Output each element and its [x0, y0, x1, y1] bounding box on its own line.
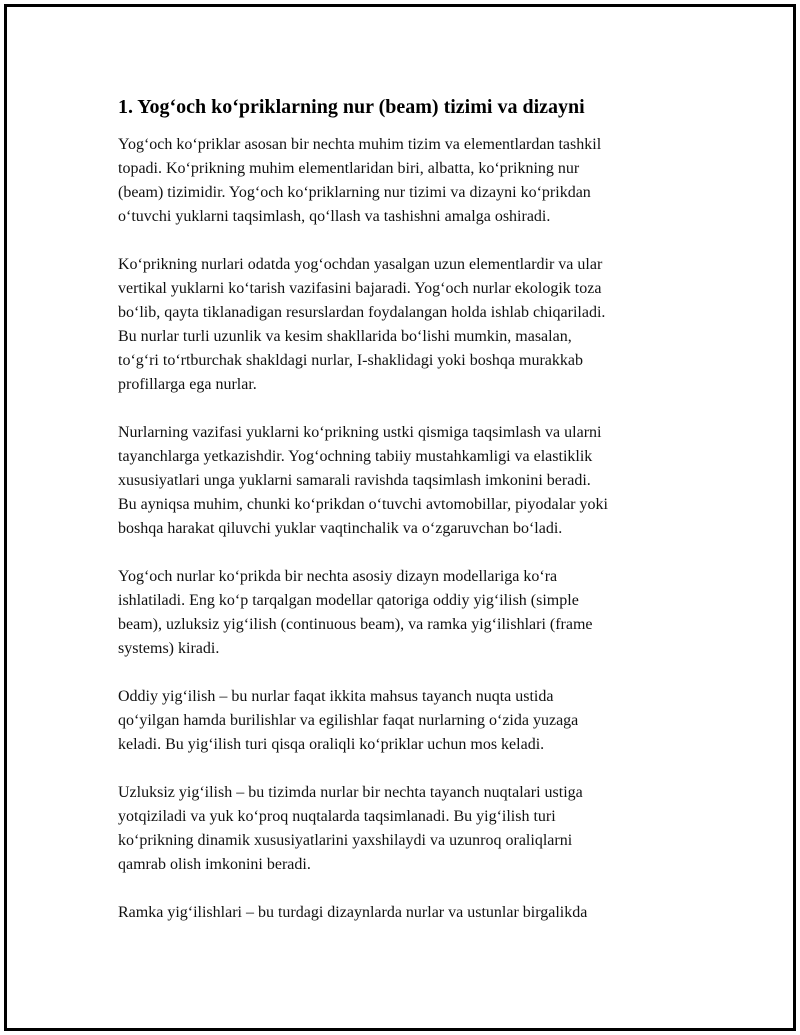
text-line: o‘tuvchi yuklarni taqsimlash, qo‘llash va tashishni amalga oshiradi.: [118, 208, 551, 225]
text-line: Uzluksiz yig‘ilish – bu tizimda nurlar bir nechta tayanch nuqtalari ustiga: [118, 784, 583, 801]
paragraph-2: [118, 253, 693, 397]
text-line: Bu nurlar turli uzunlik va kesim shakllarida bo‘lishi mumkin, masalan,: [118, 328, 572, 345]
paragraph-5: [118, 685, 693, 757]
text-line: vertikal yuklarni ko‘tarish vazifasini bajaradi. Yog‘och nurlar ekologik toza: [118, 280, 602, 297]
text-line: Oddiy yig‘ilish – bu nurlar faqat ikkita mahsus tayanch nuqta ustida: [118, 688, 554, 705]
paragraph-1: [118, 133, 693, 229]
paragraph-3: [118, 421, 693, 541]
text-line: xususiyatlari unga yuklarni samarali ravishda taqsimlash imkonini beradi.: [118, 472, 591, 489]
text-line: Yog‘och ko‘priklar asosan bir nechta muhim tizim va elementlardan tashkil: [118, 136, 602, 153]
text-line: qo‘yilgan hamda burilishlar va egilishlar faqat nurlarning o‘zida yuzaga: [118, 712, 579, 729]
text-line: profillarga ega nurlar.: [118, 376, 257, 393]
text-line: boshqa harakat qiluvchi yuklar vaqtinchalik va o‘zgaruvchan bo‘ladi.: [118, 520, 563, 537]
text-line: Ko‘prikning nurlari odatda yog‘ochdan yasalgan uzun elementlardir va ular: [118, 256, 603, 273]
text-line: Ramka yig‘ilishlari – bu turdagi dizaynlarda nurlar va ustunlar birgalikda: [118, 904, 588, 921]
text-line: qamrab olish imkonini beradi.: [118, 856, 311, 873]
text-line: Bu ayniqsa muhim, chunki ko‘prikdan o‘tuvchi avtomobillar, piyodalar yoki: [118, 496, 608, 513]
section-heading: 1. Yog‘och ko‘priklarning nur (beam) tizimi va dizayni: [118, 96, 585, 118]
text-line: ishlatiladi. Eng ko‘p tarqalgan modellar qatoriga oddiy yig‘ilish (simple: [118, 592, 579, 609]
text-line: (beam) tizimidir. Yog‘och ko‘priklarning nur tizimi va dizayni ko‘prikdan: [118, 184, 591, 201]
text-line: beam), uzluksiz yig‘ilish (continuous beam), va ramka yig‘ilishlari (frame: [118, 616, 593, 633]
text-line: Nurlarning vazifasi yuklarni ko‘prikning ustki qismiga taqsimlash va ularni: [118, 424, 602, 441]
paragraph-6: [118, 781, 693, 877]
text-line: ko‘prikning dinamik xususiyatlarini yaxshilaydi va uzunroq oraliqlarni: [118, 832, 573, 849]
text-line: systems) kiradi.: [118, 640, 220, 657]
text-line: to‘g‘ri to‘rtburchak shakldagi nurlar, I-shaklidagi yoki boshqa murakkab: [118, 352, 584, 369]
text-line: yotqiziladi va yuk ko‘proq nuqtalarda taqsimlanadi. Bu yig‘ilish turi: [118, 808, 556, 825]
paragraph-4: [118, 565, 693, 661]
text-line: keladi. Bu yig‘ilish turi qisqa oraliqli ko‘priklar uchun mos keladi.: [118, 736, 545, 753]
document-body: [118, 93, 693, 949]
paragraph-7: [118, 901, 693, 925]
text-line: Yog‘och nurlar ko‘prikda bir nechta asosiy dizayn modellariga ko‘ra: [118, 568, 558, 585]
text-line: bo‘lib, qayta tiklanadigan resurslardan foydalangan holda ishlab chiqariladi.: [118, 304, 606, 321]
text-line: topadi. Ko‘prikning muhim elementlaridan biri, albatta, ko‘prikning nur: [118, 160, 580, 177]
text-line: tayanchlarga yetkazishdir. Yog‘ochning tabiiy mustahkamligi va elastiklik: [118, 448, 593, 465]
